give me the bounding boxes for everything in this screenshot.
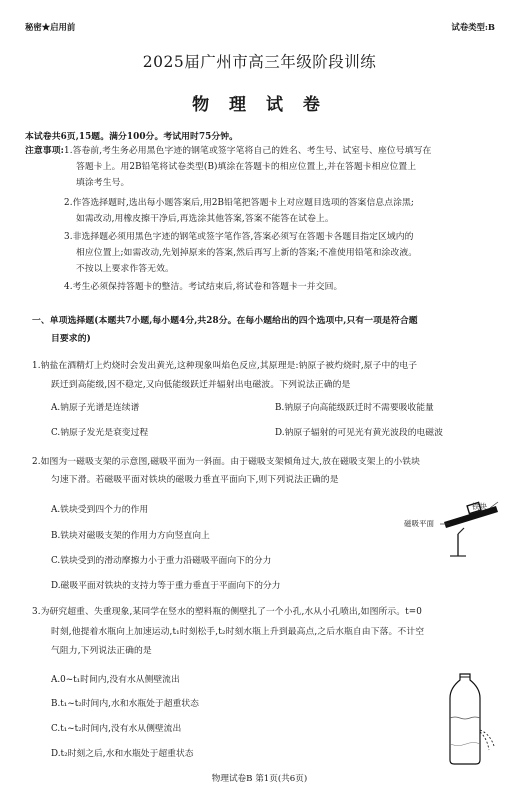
note-2-line-1: 2.作答选择题时,选出每小题答案后,用2B铅笔把答题卡上对应题目选项的答案信息点涂黑;: [64, 198, 415, 208]
magnetic-stand-figure: [410, 500, 510, 558]
section-heading-cont: 目要求的): [51, 334, 91, 344]
q1-option-c: C.钠原子发光是衰变过程: [51, 428, 149, 438]
section-heading: 一、单项选择题(本题共7小题,每小题4分,共28分。在每小题给出的四个选项中,只有一项是符合题: [32, 316, 418, 326]
q2-option-c: C.铁块受到的滑动摩擦力小于重力沿磁吸平面向下的分力: [51, 556, 272, 566]
q2-option-a: A.铁块受到四个力的作用: [51, 505, 149, 515]
q3-option-b: B.t₁~t₂时间内,水和水瓶处于超重状态: [51, 699, 199, 709]
page-footer: 物理试卷B 第1页(共6页): [211, 774, 308, 784]
subject-title: 物 理 试 卷: [192, 95, 327, 115]
intro-line: 本试卷共6页,15题。满分100分。考试用时75分钟。: [25, 132, 239, 142]
notes-label: 注意事项:: [25, 146, 64, 156]
q3-stem-3: 气阻力,下列说法正确的是: [51, 646, 152, 656]
water-bottle-figure: [440, 672, 502, 766]
note-1-line-1: 1.答卷前,考生务必用黑色字迹的钢笔或签字笔将自己的姓名、考生号、试室号、座位号填写在: [64, 146, 432, 156]
note-4-line-1: 4.考生必须保持答题卡的整洁。考试结束后,将试卷和答题卡一并交回。: [64, 282, 343, 292]
paper-type: 试卷类型:B: [451, 22, 495, 32]
note-2-line-2: 如需改动,用橡皮擦干净后,再选涂其他答案,答案不能答在试卷上。: [76, 214, 334, 224]
note-3-line-1: 3.非选择题必须用黑色字迹的钢笔或签字笔作答,答案必须写在答题卡各题目指定区域内的: [64, 232, 414, 242]
note-1-line-3: 填涂考生号。: [76, 178, 130, 188]
note-3-line-2: 相应位置上;如需改动,先划掉原来的答案,然后再写上新的答案;不准使用铅笔和涂改液。: [76, 248, 418, 258]
q3-option-d: D.t₂时刻之后,水和水瓶处于超重状态: [51, 749, 194, 759]
q1-option-d: D.钠原子辐射的可见光有黄光波段的电磁波: [275, 428, 443, 438]
q2-option-d: D.磁吸平面对铁块的支持力等于重力垂直于平面向下的分力: [51, 581, 281, 591]
exam-title: 2025届广州市高三年级阶段训练: [142, 53, 377, 71]
fig-label-block: 铁块: [472, 502, 487, 511]
q1-stem-2: 跃迁到高能级,因不稳定,又向低能级跃迁并辐射出电磁波。下列说法正确的是: [51, 380, 351, 390]
confidential-mark: 秘密★启用前: [25, 22, 76, 32]
fig-label-plane: 磁吸平面: [404, 519, 434, 528]
q1-stem-1: 1.钠盐在酒精灯上灼烧时会发出黄光,这种现象叫焰色反应,其原理是:钠原子被灼烧时,原子中的电子: [32, 361, 418, 371]
q2-stem-1: 2.如图为一磁吸支架的示意图,磁吸平面为一斜面。由于磁吸支架倾角过大,放在磁吸支架上的小铁块: [32, 457, 421, 467]
note-1-line-2: 答题卡上。用2B铅笔将试卷类型(B)填涂在答题卡的相应位置上,并在答题卡相应位置上: [76, 162, 417, 172]
q2-option-b: B.铁块对磁吸支架的作用力方向竖直向上: [51, 531, 210, 541]
q1-option-b: B.钠原子向高能级跃迁时不需要吸收能量: [275, 403, 434, 413]
q3-stem-2: 时刻,他提着水瓶向上加速运动,t₁时刻松手,t₂时刻水瓶上升到最高点,之后水瓶自由下落。不计空: [51, 627, 425, 637]
note-3-line-3: 不按以上要求作答无效。: [76, 264, 174, 274]
q2-stem-2: 匀速下滑。若磁吸平面对铁块的磁吸力垂直平面向下,则下列说法正确的是: [51, 475, 339, 485]
q3-option-a: A.0~t₁时间内,没有水从侧壁流出: [51, 675, 180, 685]
q3-stem-1: 3.为研究超重、失重现象,某同学在竖水的塑料瓶的侧壁扎了一个小孔,水从小孔喷出,如图所示。t=0: [32, 607, 422, 617]
q1-option-a: A.钠原子光谱是连续谱: [51, 403, 140, 413]
q3-option-c: C.t₁~t₂时间内,没有水从侧壁流出: [51, 724, 182, 734]
